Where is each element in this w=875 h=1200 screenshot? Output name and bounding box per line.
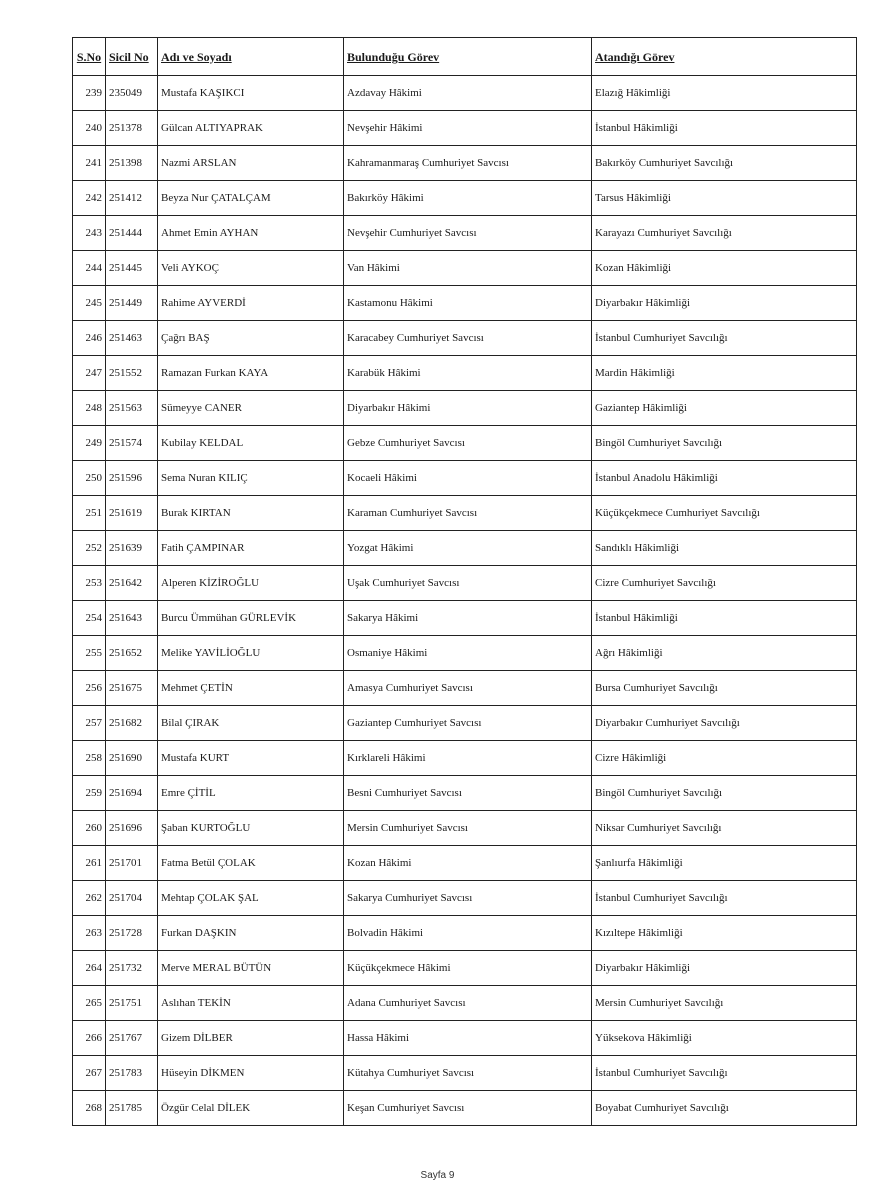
table-row (73, 531, 857, 566)
table-row (73, 1091, 857, 1126)
cell-name: Alperen KİZİROĞLU (158, 566, 344, 601)
cell-sicil-no: 251642 (106, 566, 158, 601)
cell-name: Rahime AYVERDİ (158, 286, 344, 321)
cell-current-post: Diyarbakır Hâkimi (344, 391, 592, 426)
cell-current-post: Kırklareli Hâkimi (344, 741, 592, 776)
cell-sicil-no: 251652 (106, 636, 158, 671)
cell-name: Burcu Ümmühan GÜRLEVİK (158, 601, 344, 636)
cell-sicil-no: 251444 (106, 216, 158, 251)
table-row (73, 671, 857, 706)
cell-assigned-post: Ağrı Hâkimliği (592, 636, 857, 671)
table-row (73, 986, 857, 1021)
table-header-row (73, 38, 857, 76)
table-row (73, 251, 857, 286)
cell-current-post: Sakarya Hâkimi (344, 601, 592, 636)
cell-current-post: Yozgat Hâkimi (344, 531, 592, 566)
cell-sicil-no: 251378 (106, 111, 158, 146)
header-name: Adı ve Soyadı (158, 38, 344, 76)
cell-sno: 252 (73, 531, 106, 566)
cell-current-post: Nevşehir Hâkimi (344, 111, 592, 146)
table-row (73, 881, 857, 916)
cell-current-post: Besni Cumhuriyet Savcısı (344, 776, 592, 811)
cell-assigned-post: Cizre Hâkimliği (592, 741, 857, 776)
appointments-table (72, 37, 857, 1126)
cell-sicil-no: 251643 (106, 601, 158, 636)
cell-sicil-no: 251639 (106, 531, 158, 566)
cell-name: Fatma Betül ÇOLAK (158, 846, 344, 881)
cell-name: Nazmi ARSLAN (158, 146, 344, 181)
cell-sicil-no: 251449 (106, 286, 158, 321)
cell-sno: 249 (73, 426, 106, 461)
cell-sicil-no: 251596 (106, 461, 158, 496)
cell-sicil-no: 251728 (106, 916, 158, 951)
table-row (73, 706, 857, 741)
cell-sno: 258 (73, 741, 106, 776)
cell-assigned-post: İstanbul Hâkimliği (592, 111, 857, 146)
cell-current-post: Karacabey Cumhuriyet Savcısı (344, 321, 592, 356)
cell-name: Bilal ÇIRAK (158, 706, 344, 741)
table-row (73, 426, 857, 461)
cell-name: Mehmet ÇETİN (158, 671, 344, 706)
cell-sicil-no: 251783 (106, 1056, 158, 1091)
cell-assigned-post: İstanbul Cumhuriyet Savcılığı (592, 881, 857, 916)
cell-assigned-post: Kozan Hâkimliği (592, 251, 857, 286)
cell-assigned-post: Tarsus Hâkimliği (592, 181, 857, 216)
cell-assigned-post: Diyarbakır Cumhuriyet Savcılığı (592, 706, 857, 741)
cell-name: Emre ÇİTİL (158, 776, 344, 811)
cell-current-post: Mersin Cumhuriyet Savcısı (344, 811, 592, 846)
cell-sno: 251 (73, 496, 106, 531)
cell-sicil-no: 251412 (106, 181, 158, 216)
cell-assigned-post: İstanbul Cumhuriyet Savcılığı (592, 1056, 857, 1091)
cell-sicil-no: 251445 (106, 251, 158, 286)
cell-assigned-post: Şanlıurfa Hâkimliği (592, 846, 857, 881)
cell-sicil-no: 251690 (106, 741, 158, 776)
cell-sicil-no: 251751 (106, 986, 158, 1021)
header-assigned-post: Atandığı Görev (592, 38, 857, 76)
cell-name: Ramazan Furkan KAYA (158, 356, 344, 391)
cell-current-post: Keşan Cumhuriyet Savcısı (344, 1091, 592, 1126)
table-row (73, 286, 857, 321)
cell-sno: 254 (73, 601, 106, 636)
cell-sno: 257 (73, 706, 106, 741)
cell-assigned-post: Yüksekova Hâkimliği (592, 1021, 857, 1056)
table-row (73, 461, 857, 496)
cell-sicil-no: 235049 (106, 76, 158, 111)
cell-current-post: Kütahya Cumhuriyet Savcısı (344, 1056, 592, 1091)
cell-sno: 244 (73, 251, 106, 286)
cell-sicil-no: 251694 (106, 776, 158, 811)
table-row (73, 181, 857, 216)
cell-name: Sümeyye CANER (158, 391, 344, 426)
cell-name: Veli AYKOÇ (158, 251, 344, 286)
cell-name: Furkan DAŞKIN (158, 916, 344, 951)
cell-sicil-no: 251696 (106, 811, 158, 846)
cell-sno: 256 (73, 671, 106, 706)
header-sicil-no: Sicil No (106, 38, 158, 76)
cell-name: Sema Nuran KILIÇ (158, 461, 344, 496)
cell-name: Kubilay KELDAL (158, 426, 344, 461)
cell-current-post: Uşak Cumhuriyet Savcısı (344, 566, 592, 601)
cell-assigned-post: Kızıltepe Hâkimliği (592, 916, 857, 951)
cell-assigned-post: Bakırköy Cumhuriyet Savcılığı (592, 146, 857, 181)
cell-sno: 239 (73, 76, 106, 111)
cell-name: Merve MERAL BÜTÜN (158, 951, 344, 986)
cell-assigned-post: Bingöl Cumhuriyet Savcılığı (592, 776, 857, 811)
cell-assigned-post: Diyarbakır Hâkimliği (592, 286, 857, 321)
cell-sno: 245 (73, 286, 106, 321)
cell-sno: 267 (73, 1056, 106, 1091)
table-body (73, 76, 857, 1126)
cell-name: Fatih ÇAMPINAR (158, 531, 344, 566)
cell-sicil-no: 251563 (106, 391, 158, 426)
cell-current-post: Hassa Hâkimi (344, 1021, 592, 1056)
cell-name: Gülcan ALTIYAPRAK (158, 111, 344, 146)
cell-sicil-no: 251675 (106, 671, 158, 706)
cell-assigned-post: İstanbul Cumhuriyet Savcılığı (592, 321, 857, 356)
cell-sno: 261 (73, 846, 106, 881)
cell-sno: 248 (73, 391, 106, 426)
cell-current-post: Küçükçekmece Hâkimi (344, 951, 592, 986)
cell-current-post: Nevşehir Cumhuriyet Savcısı (344, 216, 592, 251)
table-row (73, 146, 857, 181)
cell-current-post: Karabük Hâkimi (344, 356, 592, 391)
table-row (73, 951, 857, 986)
cell-current-post: Gaziantep Cumhuriyet Savcısı (344, 706, 592, 741)
header-current-post: Bulunduğu Görev (344, 38, 592, 76)
cell-assigned-post: Boyabat Cumhuriyet Savcılığı (592, 1091, 857, 1126)
cell-assigned-post: Diyarbakır Hâkimliği (592, 951, 857, 986)
cell-assigned-post: İstanbul Anadolu Hâkimliği (592, 461, 857, 496)
cell-name: Ahmet Emin AYHAN (158, 216, 344, 251)
cell-assigned-post: Elazığ Hâkimliği (592, 76, 857, 111)
table-row (73, 1021, 857, 1056)
cell-assigned-post: Mersin Cumhuriyet Savcılığı (592, 986, 857, 1021)
table-row (73, 76, 857, 111)
cell-sicil-no: 251682 (106, 706, 158, 741)
cell-sicil-no: 251767 (106, 1021, 158, 1056)
cell-sicil-no: 251398 (106, 146, 158, 181)
cell-sno: 264 (73, 951, 106, 986)
table-row (73, 111, 857, 146)
cell-current-post: Kocaeli Hâkimi (344, 461, 592, 496)
cell-current-post: Amasya Cumhuriyet Savcısı (344, 671, 592, 706)
cell-sno: 260 (73, 811, 106, 846)
cell-name: Mehtap ÇOLAK ŞAL (158, 881, 344, 916)
cell-assigned-post: Bingöl Cumhuriyet Savcılığı (592, 426, 857, 461)
table-row (73, 391, 857, 426)
cell-sno: 255 (73, 636, 106, 671)
page-number: Sayfa 9 (420, 1170, 455, 1181)
cell-name: Hüseyin DİKMEN (158, 1056, 344, 1091)
cell-sicil-no: 251785 (106, 1091, 158, 1126)
cell-current-post: Adana Cumhuriyet Savcısı (344, 986, 592, 1021)
cell-sno: 243 (73, 216, 106, 251)
cell-assigned-post: Bursa Cumhuriyet Savcılığı (592, 671, 857, 706)
cell-sno: 266 (73, 1021, 106, 1056)
cell-sno: 263 (73, 916, 106, 951)
cell-name: Mustafa KAŞIKCI (158, 76, 344, 111)
table-row (73, 496, 857, 531)
cell-current-post: Sakarya Cumhuriyet Savcısı (344, 881, 592, 916)
cell-sno: 265 (73, 986, 106, 1021)
cell-current-post: Kahramanmaraş Cumhuriyet Savcısı (344, 146, 592, 181)
table-row (73, 846, 857, 881)
cell-sno: 253 (73, 566, 106, 601)
table-row (73, 321, 857, 356)
cell-assigned-post: Niksar Cumhuriyet Savcılığı (592, 811, 857, 846)
cell-current-post: Kastamonu Hâkimi (344, 286, 592, 321)
cell-current-post: Osmaniye Hâkimi (344, 636, 592, 671)
cell-current-post: Karaman Cumhuriyet Savcısı (344, 496, 592, 531)
cell-assigned-post: Gaziantep Hâkimliği (592, 391, 857, 426)
cell-sicil-no: 251732 (106, 951, 158, 986)
table-row (73, 601, 857, 636)
cell-sno: 259 (73, 776, 106, 811)
cell-assigned-post: İstanbul Hâkimliği (592, 601, 857, 636)
cell-sno: 240 (73, 111, 106, 146)
cell-sno: 262 (73, 881, 106, 916)
header-sno: S.No (73, 38, 106, 76)
cell-current-post: Kozan Hâkimi (344, 846, 592, 881)
cell-sno: 250 (73, 461, 106, 496)
cell-sno: 241 (73, 146, 106, 181)
cell-name: Mustafa KURT (158, 741, 344, 776)
table-row (73, 636, 857, 671)
cell-sicil-no: 251704 (106, 881, 158, 916)
table-row (73, 356, 857, 391)
table-row (73, 1056, 857, 1091)
cell-sicil-no: 251574 (106, 426, 158, 461)
cell-current-post: Bolvadin Hâkimi (344, 916, 592, 951)
cell-current-post: Azdavay Hâkimi (344, 76, 592, 111)
table-row (73, 566, 857, 601)
table-row (73, 216, 857, 251)
table-row (73, 916, 857, 951)
cell-sicil-no: 251552 (106, 356, 158, 391)
cell-assigned-post: Karayazı Cumhuriyet Savcılığı (592, 216, 857, 251)
cell-sno: 247 (73, 356, 106, 391)
cell-sno: 242 (73, 181, 106, 216)
cell-assigned-post: Mardin Hâkimliği (592, 356, 857, 391)
cell-sicil-no: 251463 (106, 321, 158, 356)
cell-current-post: Van Hâkimi (344, 251, 592, 286)
cell-name: Aslıhan TEKİN (158, 986, 344, 1021)
cell-sicil-no: 251701 (106, 846, 158, 881)
cell-current-post: Gebze Cumhuriyet Savcısı (344, 426, 592, 461)
cell-assigned-post: Cizre Cumhuriyet Savcılığı (592, 566, 857, 601)
cell-name: Şaban KURTOĞLU (158, 811, 344, 846)
cell-assigned-post: Küçükçekmece Cumhuriyet Savcılığı (592, 496, 857, 531)
table-row (73, 811, 857, 846)
table-row (73, 776, 857, 811)
cell-sno: 246 (73, 321, 106, 356)
cell-assigned-post: Sandıklı Hâkimliği (592, 531, 857, 566)
cell-name: Çağrı BAŞ (158, 321, 344, 356)
cell-sicil-no: 251619 (106, 496, 158, 531)
cell-name: Gizem DİLBER (158, 1021, 344, 1056)
cell-current-post: Bakırköy Hâkimi (344, 181, 592, 216)
cell-name: Melike YAVİLİOĞLU (158, 636, 344, 671)
table-row (73, 741, 857, 776)
cell-name: Burak KIRTAN (158, 496, 344, 531)
cell-name: Beyza Nur ÇATALÇAM (158, 181, 344, 216)
cell-sno: 268 (73, 1091, 106, 1126)
cell-name: Özgür Celal DİLEK (158, 1091, 344, 1126)
